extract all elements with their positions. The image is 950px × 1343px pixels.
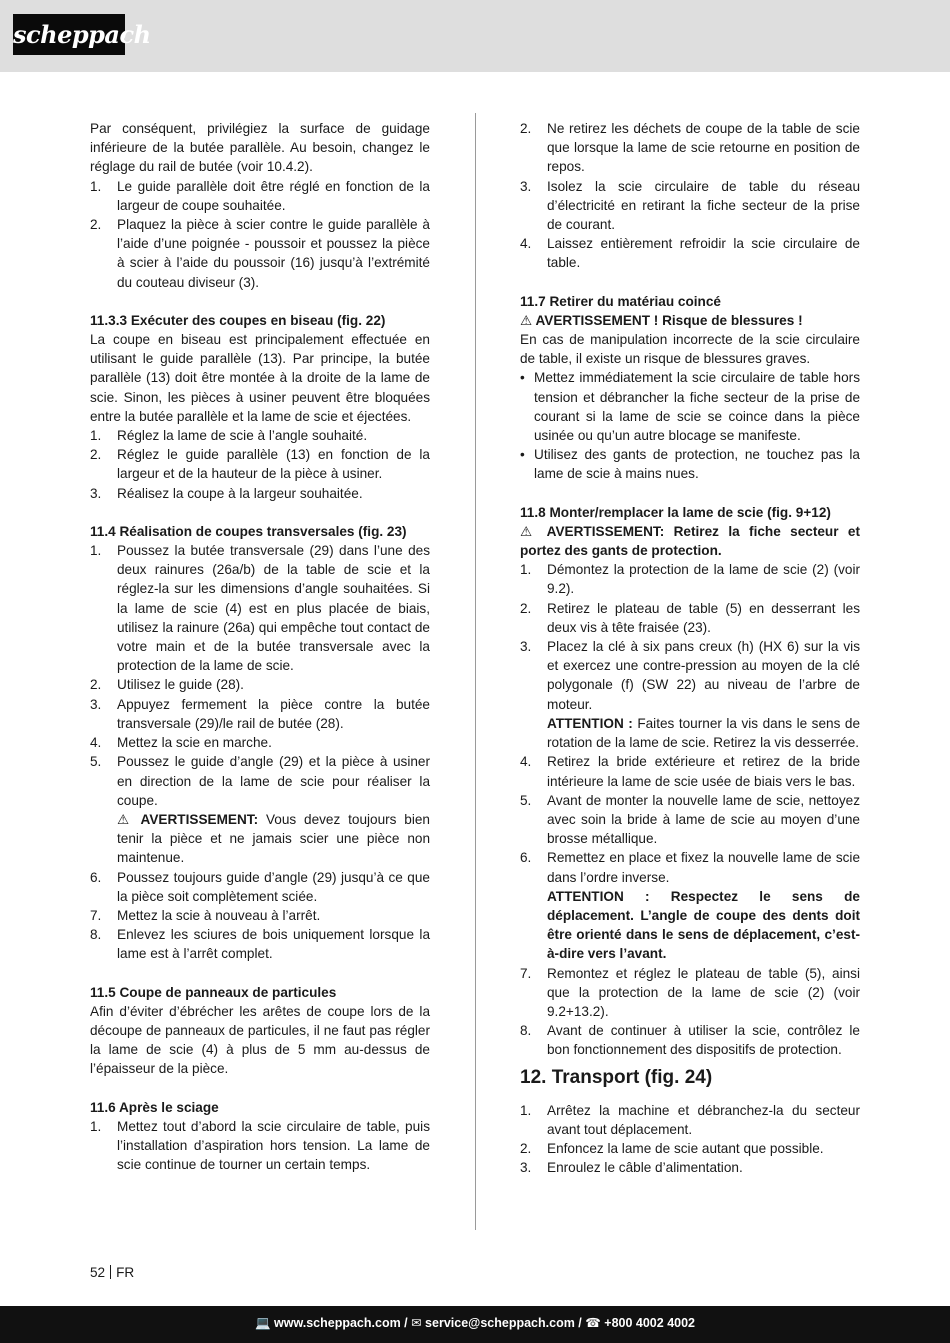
- list-text: Mettez la scie à nouveau à l’arrêt.: [117, 907, 321, 923]
- list-text: Ne retirez les déchets de coupe de la table de scie que lorsque la lame de scie retourne en position de repos.: [547, 121, 860, 175]
- list-item: [520, 560, 860, 598]
- list-text: Réglez le guide parallèle (13) en fonction de la largeur et de la hauteur de la pièce à usiner.: [117, 447, 430, 482]
- list-number: 2.: [520, 600, 532, 616]
- list-text: Utilisez des gants de protection, ne touchez pas la lame de scie à mains nues.: [534, 447, 860, 482]
- chapter-heading: 12. Transport (fig. 24): [520, 1066, 713, 1088]
- after-sawing-list: [90, 1117, 430, 1175]
- list-number: 2.: [520, 121, 532, 136]
- left-column: [90, 119, 430, 1174]
- list-item: [520, 119, 860, 177]
- crosscut-steps-list: [90, 541, 430, 810]
- after-sawing-list-cont: [520, 119, 860, 273]
- list-item: [520, 964, 860, 1022]
- list-text: Arrêtez la machine et débranchez-la du secteur avant tout déplacement.: [547, 1102, 860, 1137]
- list-number: 2.: [90, 677, 102, 693]
- section-heading: 11.5 Coupe de panneaux de particules: [90, 984, 337, 1000]
- list-item: [90, 541, 430, 675]
- intro-list: [90, 177, 430, 292]
- page-footer: [90, 1265, 134, 1280]
- intro-paragraph: Par conséquent, privilégiez la surface de guidage inférieure de la butée parallèle. Au besoin, changez le réglage du rail de butée (voir 10.4.2).: [90, 121, 430, 175]
- list-text: Poussez le guide d’angle (29) et la pièce à usiner en direction de la lame de scie pour réaliser la coupe.: [117, 754, 430, 808]
- list-item: [90, 426, 430, 445]
- list-text: Poussez toujours guide d’angle (29) jusqu’à ce que la pièce soit complètement sciée.: [117, 869, 430, 904]
- section-heading: 11.6 Après le sciage: [90, 1099, 219, 1115]
- right-column: [520, 119, 860, 1177]
- warning-note: ⚠ AVERTISSEMENT: Vous devez toujours bien tenir la pièce et ne jamais scier une pièce non maintenue.: [117, 811, 430, 866]
- list-item: [90, 215, 430, 292]
- section-heading: 11.3.3 Exécuter des coupes en biseau (fig. 22): [90, 312, 386, 328]
- list-number: 2.: [90, 447, 102, 463]
- list-item: [520, 848, 860, 886]
- list-text: Retirez la bride extérieure et retirez de la bride intérieure la lame de scie usée de biais vers le bas.: [547, 754, 860, 789]
- section-paragraph: En cas de manipulation incorrecte de la scie circulaire de table, il existe un risque de blessures graves.: [520, 332, 860, 367]
- list-item: [520, 752, 860, 790]
- warning-heading: ⚠ AVERTISSEMENT ! Risque de blessures !: [520, 312, 803, 328]
- list-text: Remontez et réglez le plateau de table (5), ainsi que la protection de la lame de scie (2) (voir 9.2+13.2).: [547, 965, 860, 1019]
- list-item: [520, 1021, 860, 1059]
- page-number: 52: [90, 1265, 106, 1280]
- list-number: 3.: [520, 178, 532, 194]
- list-text: Réglez la lame de scie à l’angle souhaité.: [117, 428, 368, 444]
- contact-bar: [0, 1306, 950, 1343]
- list-text: Retirez le plateau de table (5) en desserrant les deux vis à tête fraisée (23).: [547, 600, 860, 635]
- list-text: Réalisez la coupe à la largeur souhaitée.: [117, 485, 363, 501]
- list-item: [520, 637, 860, 714]
- list-number: 7.: [520, 965, 532, 981]
- list-item: [90, 177, 430, 215]
- list-text: Enlevez les sciures de bois uniquement lorsque la lame est à l’arrêt complet.: [117, 927, 430, 962]
- list-item: [520, 234, 860, 272]
- list-item: [520, 1139, 860, 1158]
- list-item: [90, 752, 430, 810]
- attention-note: ATTENTION : Faites tourner la vis dans le sens de rotation de la lame de scie. Retirez la vis desserrée.: [547, 715, 861, 751]
- list-text: Le guide parallèle doit être réglé en fonction de la largeur de coupe souhaitée.: [117, 178, 430, 213]
- list-item: [520, 1101, 860, 1139]
- bevel-steps-list: [90, 426, 430, 503]
- bullet-marker: •: [520, 447, 525, 463]
- list-item: [520, 1158, 860, 1177]
- list-number: 3.: [90, 696, 102, 712]
- list-number: 6.: [520, 850, 532, 866]
- jam-bullets: [520, 368, 860, 483]
- list-text: Mettez immédiatement la scie circulaire de table hors tension et débrancher la fiche secteur de la prise de courant si la lame de scie se coince dans la pièce usinée ou qu’un autre blocage se manifeste.: [534, 370, 860, 444]
- section-paragraph: Afin d’éviter d’ébrécher les arêtes de coupe lors de la découpe de panneaux de particules, il ne faut pas régler la lame de scie (4) à plus de 5 mm au-dessus de l’épaisseur de la pièce.: [90, 1003, 430, 1077]
- list-text: Poussez la butée transversale (29) dans l’une des deux rainures (26a/b) de la table de scie et la réglez-la sur les dimensions d’angle souhaitées. Si la lame de scie (4) est en plus placée de biais, utilisez la rainure (26a) qui empêche tout contact de votre main et de la butée transversale avec la protection de la lame de scie.: [117, 543, 430, 674]
- header-bar: [0, 0, 950, 72]
- list-number: 1.: [520, 1102, 532, 1118]
- list-item: [90, 925, 430, 963]
- list-text: Avant de monter la nouvelle lame de scie, nettoyez avec soin la bride à lame de scie au moyen d’une brosse métallique.: [547, 792, 860, 847]
- section-heading: 11.4 Réalisation de coupes transversales (fig. 23): [90, 523, 407, 539]
- list-number: 1.: [90, 428, 102, 444]
- list-text: Remettez en place et fixez la nouvelle lame de scie dans l’ordre inverse.: [547, 850, 860, 885]
- list-text: Avant de continuer à utiliser la scie, contrôlez le bon fonctionnement des dispositifs de protection.: [547, 1023, 860, 1058]
- bullet-item: [520, 445, 860, 483]
- list-item: [90, 695, 430, 733]
- column-divider: [475, 113, 476, 1230]
- list-number: 5.: [90, 754, 102, 770]
- list-number: 8.: [90, 927, 102, 943]
- list-number: 1.: [520, 562, 532, 578]
- list-number: 4.: [520, 754, 532, 770]
- list-text: Isolez la scie circulaire de table du réseau d’électricité en retirant la fiche secteur de la prise de courant.: [547, 178, 860, 233]
- brand-logo: scheppach: [13, 14, 125, 55]
- list-text: Appuyez fermement la pièce contre la butée transversale (29)/le rail de butée (28).: [117, 696, 430, 731]
- section-paragraph: La coupe en biseau est principalement effectuée en utilisant le guide parallèle (13). Par principe, la butée parallèle (13) doit être montée à la droite de la lame de scie. Sinon, les pièces à usiner peuvent être bloquées entre la butée parallèle et la lame de scie et éjectées.: [90, 332, 430, 424]
- list-number: 3.: [520, 1160, 532, 1176]
- list-number: 1.: [90, 1118, 102, 1134]
- list-number: 7.: [90, 907, 102, 923]
- list-number: 3.: [90, 485, 102, 501]
- list-text: Mettez la scie en marche.: [117, 735, 272, 751]
- list-item: [90, 1117, 430, 1175]
- list-number: 4.: [520, 236, 532, 252]
- list-text: Enroulez le câble d’alimentation.: [547, 1160, 743, 1176]
- list-number: 1.: [90, 178, 102, 194]
- section-heading: 11.7 Retirer du matériau coincé: [520, 293, 721, 309]
- list-item: [520, 791, 860, 849]
- attention-note-bold: ATTENTION : Respectez le sens de déplacement. L’angle de coupe des dents doit être orienté dans le sens de déplacement, c’est-à-dire vers l’avant.: [547, 888, 860, 962]
- list-item: [90, 733, 430, 752]
- bullet-item: [520, 368, 860, 445]
- bullet-marker: •: [520, 370, 525, 386]
- blade-steps-list-end: [520, 964, 860, 1060]
- list-item: [520, 599, 860, 637]
- blade-steps-list: [520, 560, 860, 714]
- list-number: 2.: [520, 1140, 532, 1156]
- list-number: 4.: [90, 735, 102, 751]
- list-text: Enfoncez la lame de scie autant que possible.: [547, 1140, 824, 1156]
- language-code: FR: [116, 1265, 135, 1280]
- list-number: 5.: [520, 792, 532, 808]
- contact-info: 💻 www.scheppach.com / ✉ service@scheppach.com / ☎ +800 4002 4002: [255, 1316, 695, 1330]
- list-text: Mettez tout d’abord la scie circulaire de table, puis l’installation d’aspiration hors tension. La lame de scie continue de tourner un certain temps.: [117, 1118, 430, 1173]
- list-item: [90, 906, 430, 925]
- crosscut-steps-list-cont: [90, 868, 430, 964]
- list-number: 3.: [520, 639, 532, 655]
- list-item: [90, 675, 430, 694]
- section-heading: 11.8 Monter/remplacer la lame de scie (fig. 9+12): [520, 504, 831, 520]
- list-text: Démontez la protection de la lame de scie (2) (voir 9.2).: [547, 562, 860, 597]
- list-item: [520, 177, 860, 235]
- list-number: 1.: [90, 543, 102, 559]
- list-item: [90, 445, 430, 483]
- list-number: 6.: [90, 869, 102, 885]
- transport-steps-list: [520, 1101, 860, 1178]
- list-text: Laissez entièrement refroidir la scie circulaire de table.: [547, 236, 860, 271]
- list-number: 8.: [520, 1023, 532, 1039]
- list-text: Placez la clé à six pans creux (h) (HX 6) sur la vis et exercez une contre-pression au moyen de la clé polygonale (f) (SW 22) au niveau de l’arbre de moteur.: [547, 639, 860, 712]
- warning-heading: ⚠ AVERTISSEMENT: Retirez la fiche secteur et portez des gants de protection.: [520, 523, 860, 559]
- list-number: 2.: [90, 217, 102, 233]
- list-text: Utilisez le guide (28).: [117, 677, 244, 693]
- list-item: [90, 484, 430, 503]
- list-text: Plaquez la pièce à scier contre le guide parallèle à l’aide d’une poignée - poussoir et poussez la pièce à scier à l’aide du poussoir (16) jusqu’à l’extrémité du couteau diviseur (3).: [117, 217, 430, 290]
- list-item: [90, 868, 430, 906]
- blade-steps-list-cont: [520, 752, 860, 886]
